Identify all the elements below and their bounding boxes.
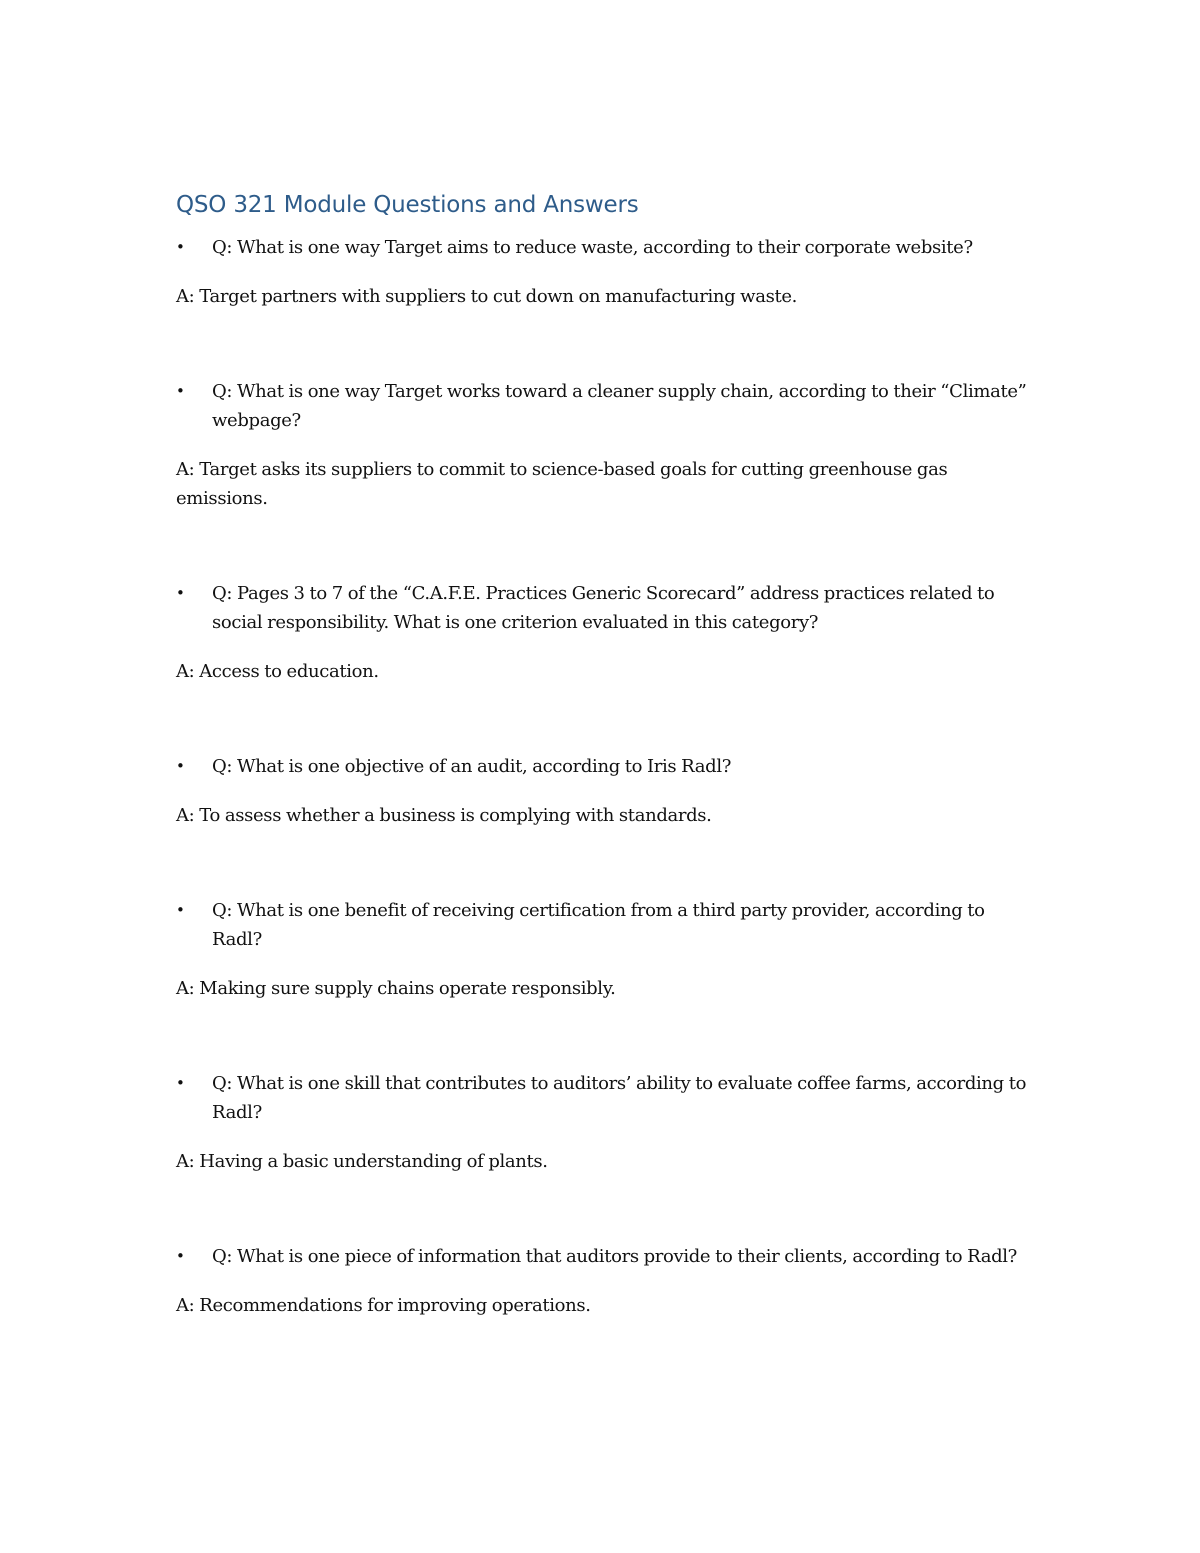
question [176,233,1036,262]
bullet-icon: • [176,901,185,919]
bullet-icon: • [176,1247,185,1265]
question [176,752,1036,781]
qa-item [176,579,1036,752]
question-text: Q: What is one skill that contributes to auditors’ ability to evaluate coffee farms, according to Radl? [212,1073,1027,1123]
question-text: Q: What is one way Target aims to reduce waste, according to their corporate website? [212,237,973,258]
answer: A: Making sure supply chains operate responsibly. [176,978,616,999]
question-text: Q: What is one benefit of receiving certification from a third party provider, according to Radl? [212,900,985,950]
answer: A: To assess whether a business is complying with standards. [176,805,712,826]
answer: A: Target partners with suppliers to cut down on manufacturing waste. [176,286,798,307]
document-title: QSO 321 Module Questions and Answers [176,192,639,218]
bullet-icon: • [176,757,185,775]
qa-list [176,233,1036,1320]
question [176,896,1036,954]
question-text: Q: What is one piece of information that auditors provide to their clients, according to Radl? [212,1246,1017,1267]
question [176,1069,1036,1127]
qa-item [176,1242,1036,1320]
qa-item [176,896,1036,1069]
bullet-icon: • [176,238,185,256]
answer: A: Recommendations for improving operations. [176,1295,591,1316]
question [176,1242,1036,1271]
answer: A: Access to education. [176,661,379,682]
bullet-icon: • [176,382,185,400]
bullet-icon: • [176,1074,185,1092]
answer: A: Target asks its suppliers to commit to science-based goals for cutting greenhouse gas emissions. [176,459,948,509]
question-text: Q: What is one way Target works toward a cleaner supply chain, according to their “Climate” webpage? [212,381,1027,431]
question [176,377,1036,435]
qa-item [176,752,1036,896]
answer: A: Having a basic understanding of plants. [176,1151,548,1172]
question-text: Q: Pages 3 to 7 of the “C.A.F.E. Practices Generic Scorecard” address practices related to social responsibility. What is one criterion evaluated in this category? [212,583,995,633]
question [176,579,1036,637]
qa-item [176,377,1036,579]
qa-item [176,1069,1036,1242]
question-text: Q: What is one objective of an audit, according to Iris Radl? [212,756,732,777]
bullet-icon: • [176,584,185,602]
qa-item [176,233,1036,377]
document-body [176,188,1036,1320]
